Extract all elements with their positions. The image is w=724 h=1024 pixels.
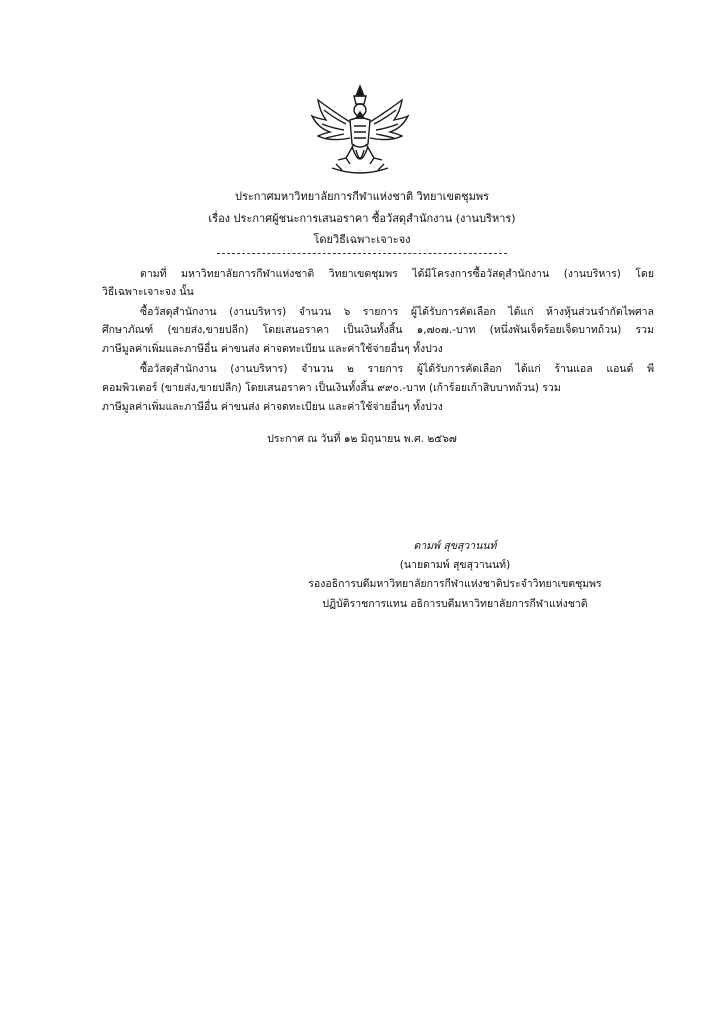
- announcement-subject: เรื่อง ประกาศผู้ชนะการเสนอราคา ซื้อวัสดุสำนักงาน (งานบริหาร): [208, 212, 516, 225]
- item2-line-2: คอมพิวเตอร์ (ขายส่ง,ขายปลีก) โดยเสนอราคา เป็นเงินทั้งสิ้น ๙๙๐.-บาท (เก้าร้อยเก้าสิบบาทถ้วน) รวม: [102, 382, 561, 394]
- signer-position-2: ปฏิบัติราชการแทน อธิการบดีมหาวิทยาลัยการกีฬาแห่งชาติ: [322, 598, 588, 610]
- intro-line-2: วิธีเฉพาะเจาะจง นั้น: [102, 286, 194, 298]
- signer-name: (นายดามพ์ สุขสุวานนท์): [399, 559, 511, 571]
- signer-position-1: รองอธิการบดีมหาวิทยาลัยการกีฬาแห่งชาติประจำวิทยาเขตชุมพร: [308, 578, 602, 590]
- signature: ดามพ์ สุขสุวานนท์: [413, 540, 497, 552]
- item1-line-2: ศึกษาภัณฑ์ (ขายส่ง,ขายปลีก) โดยเสนอราคา เป็นเงินทั้งสิ้น ๑,๗๐๗.-บาท (หนึ่งพันเจ็ดร้อยเจ็ดบาทถ้วน) รวม: [102, 324, 654, 336]
- item2-line-3: ภาษีมูลค่าเพิ่มและภาษีอื่น ค่าขนส่ง ค่าจดทะเบียน และค่าใช้จ่ายอื่นๆ ทั้งปวง: [102, 401, 443, 413]
- item1-line-1: ซื้อวัสดุสำนักงาน (งานบริหาร) จำนวน ๖ รายการ ผู้ได้รับการคัดเลือก ได้แก่ ห้างหุ้นส่วนจำกัดไพศาล: [140, 306, 654, 318]
- announcement-method: โดยวิธีเฉพาะเจาะจง: [313, 233, 411, 246]
- announcement-date: ประกาศ ณ วันที่ ๑๒ มิถุนายน พ.ศ. ๒๕๖๗: [267, 433, 457, 445]
- item2-line-1: ซื้อวัสดุสำนักงาน (งานบริหาร) จำนวน ๒ รายการ ผู้ได้รับการคัดเลือก ได้แก่ ร้านแอล แอนด์ พี: [140, 363, 654, 375]
- garuda-emblem-icon: [306, 82, 414, 180]
- announcement-title: ประกาศมหาวิทยาลัยการกีฬาแห่งชาติ วิทยาเขตชุมพร: [235, 190, 489, 203]
- header-divider: [217, 253, 507, 254]
- intro-line-1: ตามที่ มหาวิทยาลัยการกีฬาแห่งชาติ วิทยาเขตชุมพร ได้มีโครงการซื้อวัสดุสำนักงาน (งานบริหาร) โดย: [140, 268, 654, 280]
- item1-line-3: ภาษีมูลค่าเพิ่มและภาษีอื่น ค่าขนส่ง ค่าจดทะเบียน และค่าใช้จ่ายอื่นๆ ทั้งปวง: [102, 343, 443, 355]
